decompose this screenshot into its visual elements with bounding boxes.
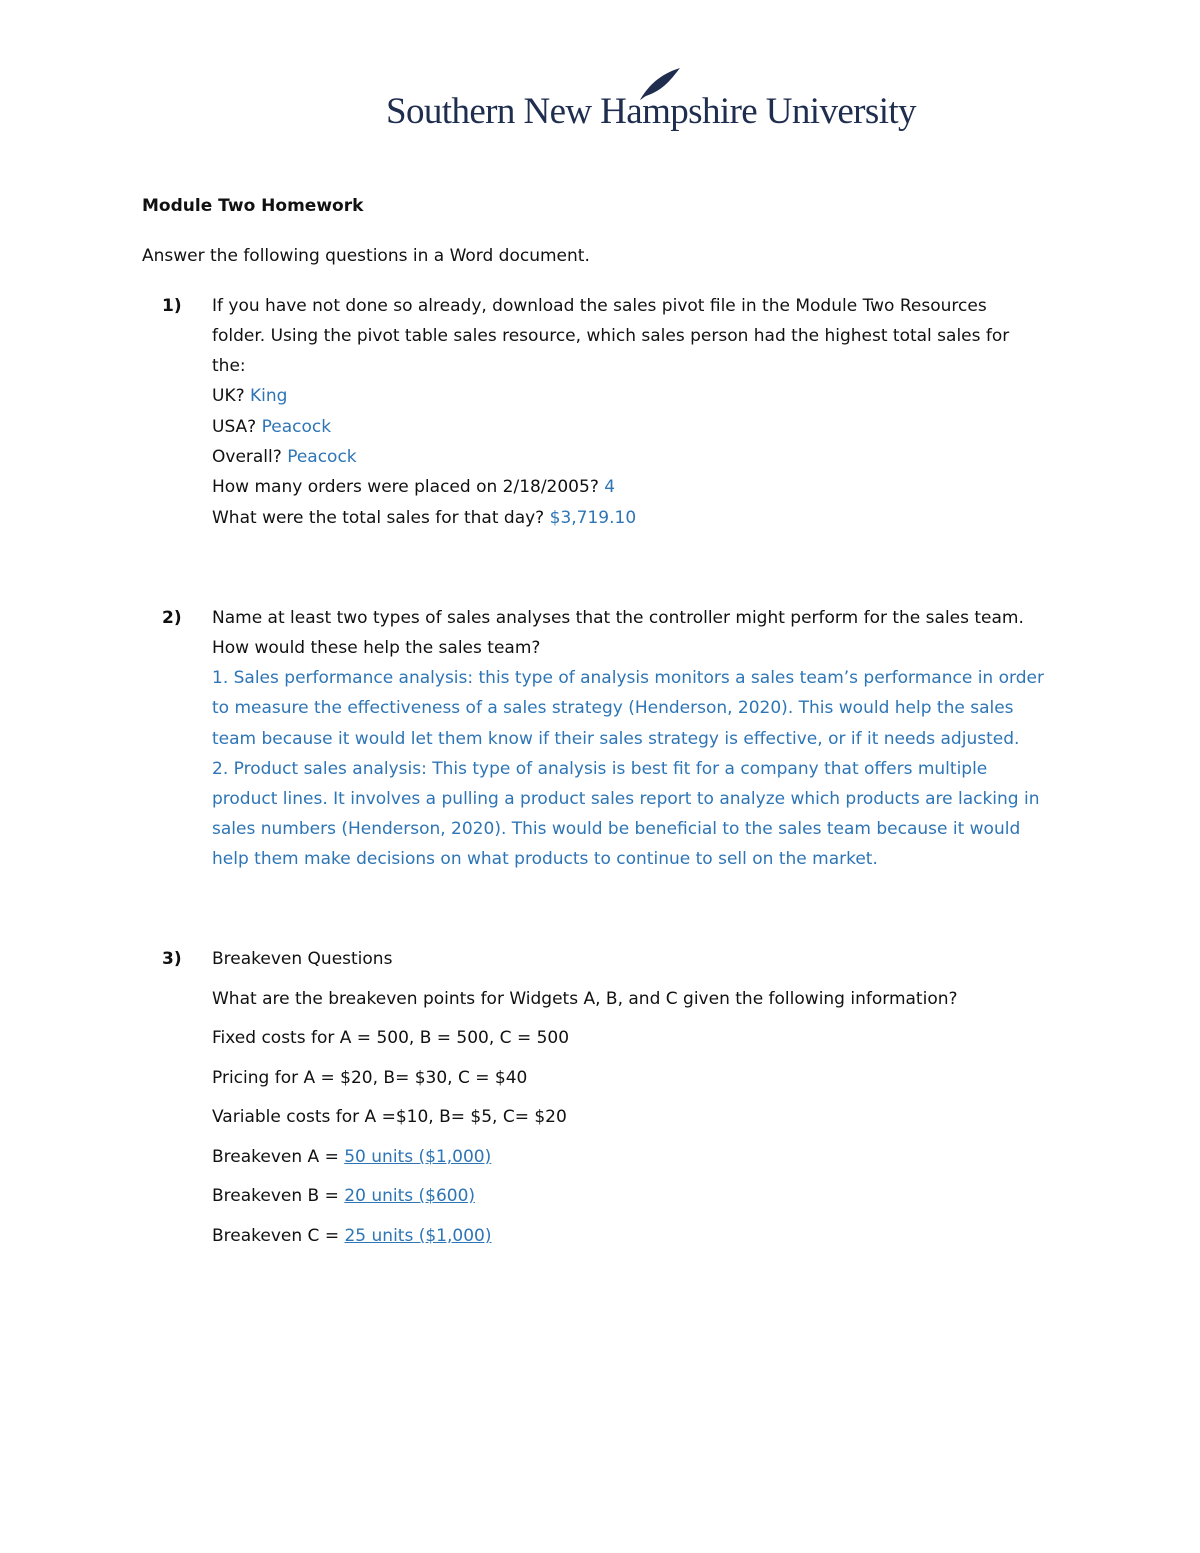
breakeven-c — [212, 1226, 491, 1246]
university-logo — [386, 66, 916, 146]
breakeven-a — [212, 1147, 491, 1167]
q1-item-label: How many orders were placed on 2/18/2005? — [212, 477, 599, 497]
q1-item-answer: Peacock — [287, 447, 357, 467]
q1-item-answer: Peacock — [261, 417, 332, 437]
question-3-heading: Breakeven Questions — [212, 949, 393, 969]
question-1-line: the: — [212, 356, 246, 376]
q1-item-label: What were the total sales for that day? — [212, 508, 545, 528]
q2-answer-line: to measure the effectiveness of a sales strategy (Henderson, 2020). This would help the sales — [212, 698, 1014, 718]
question-2-line: Name at least two types of sales analyses that the controller might perform for the sales team. — [212, 608, 1024, 628]
q1-item-label: Overall? — [212, 447, 282, 467]
q1-item-overall — [212, 447, 357, 467]
breakeven-label: Breakeven C = — [212, 1226, 340, 1246]
page-title: Module Two Homework — [142, 196, 364, 216]
q1-item-total-sales — [212, 508, 636, 528]
q2-answer-line: product lines. It involves a pulling a product sales report to analyze which products are lacking in — [212, 789, 1040, 809]
question-1-line: folder. Using the pivot table sales resource, which sales person had the highest total sales for — [212, 326, 1010, 346]
q2-answer-line: team because it would let them know if their sales strategy is effective, or if it needs adjusted. — [212, 729, 1020, 749]
breakeven-label: Breakeven A = — [212, 1147, 339, 1167]
pricing: Pricing for A = $20, B= $30, C = $40 — [212, 1068, 528, 1088]
q1-item-answer: 4 — [604, 477, 616, 497]
question-3-prompt: What are the breakeven points for Widgets A, B, and C given the following information? — [212, 989, 958, 1009]
question-2-line: How would these help the sales team? — [212, 638, 541, 658]
breakeven-answer: 50 units ($1,000) — [344, 1147, 492, 1167]
breakeven-answer: 20 units ($600) — [344, 1186, 476, 1206]
q1-item-label: USA? — [212, 417, 257, 437]
logo-wordmark: Southern New Hampshire University — [386, 91, 916, 132]
fixed-costs: Fixed costs for A = 500, B = 500, C = 500 — [212, 1028, 570, 1048]
leaf-icon — [636, 66, 682, 102]
q2-answer-line: 1. Sales performance analysis: this type of analysis monitors a sales team’s performance in order — [212, 668, 1044, 688]
q2-answer-line: help them make decisions on what products to continue to sell on the market. — [212, 849, 878, 869]
q1-item-usa — [212, 417, 331, 437]
question-2-number: 2) — [162, 608, 182, 628]
q1-item-label: UK? — [212, 386, 245, 406]
question-3-number: 3) — [162, 949, 182, 969]
question-1-line: If you have not done so already, download the sales pivot file in the Module Two Resources — [212, 296, 987, 316]
breakeven-answer: 25 units ($1,000) — [344, 1226, 492, 1246]
variable-costs: Variable costs for A =$10, B= $5, C= $20 — [212, 1107, 567, 1127]
q2-answer-line: sales numbers (Henderson, 2020). This would be beneficial to the sales team because it would — [212, 819, 1021, 839]
q2-answer-line: 2. Product sales analysis: This type of analysis is best fit for a company that offers multiple — [212, 759, 988, 779]
instructions: Answer the following questions in a Word document. — [142, 246, 590, 266]
q1-item-orders — [212, 477, 615, 497]
q1-item-answer: King — [250, 386, 288, 406]
breakeven-label: Breakeven B = — [212, 1186, 339, 1206]
q1-item-uk — [212, 386, 287, 406]
q1-item-answer: $3,719.10 — [549, 508, 637, 528]
question-1-number: 1) — [162, 296, 182, 316]
breakeven-b — [212, 1186, 475, 1206]
